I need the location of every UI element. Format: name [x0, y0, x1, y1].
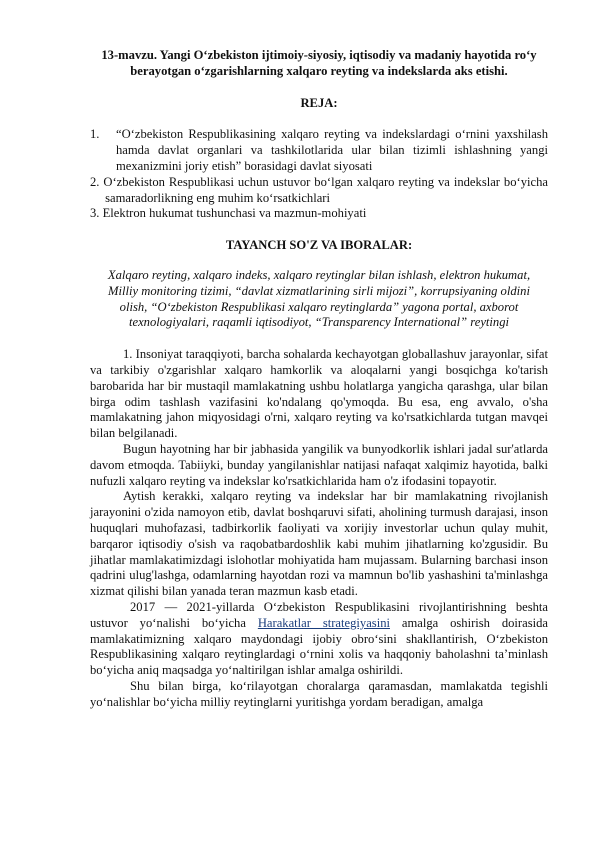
body-paragraph: Shu bilan birga, ko‘rilayotgan choralarga qaramasdan, mamlakatda tegishli yo‘nalishlar bo‘yicha milliy reytinglarni yuritishga yordam beradigan, amalga [90, 678, 548, 709]
body-paragraph: Bugun hayotning har bir jabhasida yangilik va bunyodkorlik ishlari jadal sur'atlarda davom etmoqda. Tabiiyki, bunday yangilanishlar natijasi nafaqat xalqimiz hayotida, balki nufuzli xalqaro reyting va indekslar ko'rsatkichlarida ham o'z ifodasini topayotir. [90, 441, 548, 488]
plan-item [90, 127, 548, 174]
paragraph-text: 2017 — 2021-yillarda O‘zbekiston Respublikasini rivojlantirishning beshta ustuvor yo‘nalishi bo‘yicha [90, 599, 548, 630]
document-page [90, 48, 548, 710]
keywords-text: Xalqaro reyting, xalqaro indeks, xalqaro reytinglar bilan ishlash, elektron hukumat, Milliy monitoring tizimi, “davlat xizmatlarining sirli mijozi”, korrupsiyaning oldini olish, “O‘zbekiston Respublikasi xalqaro reytinglarda” yagona portal, axborot texnologiyalari, raqamli iqtisodiyot, “Transparency International” reytingi [107, 267, 531, 330]
keywords-heading: TAYANCH SO'Z VA IBORALAR: [225, 238, 413, 253]
plan-item-number: 1. [90, 127, 100, 142]
plan-item-text: Elektron hukumat tushunchasi va mazmun-mohiyati [102, 206, 367, 221]
strategy-link[interactable]: Harakatlar strategiyasini [257, 615, 390, 630]
body-paragraph [90, 600, 548, 679]
plan-item-number: 3. [90, 206, 100, 221]
plan-item-number: 2. [90, 174, 100, 189]
body-paragraph: 1. Insoniyat taraqqiyoti, barcha sohalarda kechayotgan globallashuv jarayonlar, sifat va tarkibiy o'zgarishlar xalqaro hamkorlik va aloqalarni yangi bosqichga ko'tarish barobarida har bir mustaqil mamlakatning ushbu holatlarga yangicha qarashga, ular bilan birga odim tashlash vazifasini ko'ndalang qo'ymoqda. Bu esa, eng avvalo, o'sha mamlakatning jahon miqyosidagi o'rni, xalqaro reyting va ko'rsatkichlarda tutgan mavqei bilan belgilanadi. [90, 347, 548, 441]
plan-heading: REJA: [300, 95, 338, 110]
body-paragraph: Aytish kerakki, xalqaro reyting va indekslar har bir mamlakatning rivojlanish jarayonini o'zida namoyon etib, davlat boshqaruvi sifati, aholining turmush darajasi, inson huquqlari muhofazasi, tadbirkorlik faoliyati va xorijiy investorlar uchun qulay muhit, barqaror iqtisodiy o'sish va raqobatbardoshlik kabi muhim jihatlarning ko'zgusidir. Bu jihatlar mamlakatimizdagi islohotlar mohiyatida ham mujassam. Bularning barchasi inson qadrini ulug'lashga, odamlarning hayotdan rozi va mamnun bo'lib yashashini ta'minlashga xizmat qilishi bilan yanada teran mazmun kasb etadi. [90, 489, 548, 599]
paragraph-text: amalga oshirish doirasida mamlakatimizning xalqaro maydondagi ijobiy obro‘sini shakllantirish, O‘zbekiston Respublikasining xalqaro reytinglardagi o‘rnini xolis va haqqoniy baholashni ta’minlash bo‘yicha aniq maqsadga yo‘naltirilgan ishlar amalga oshirildi. [90, 615, 549, 678]
plan-item [90, 175, 548, 207]
document-title: 13-mavzu. Yangi O‘zbekiston ijtimoiy-siyosiy, iqtisodiy va madaniy hayotida ro‘y berayotgan o‘zgarishlarning xalqaro reyting va indekslarda aks etishi. [101, 48, 537, 78]
plan-item [90, 206, 548, 222]
plan-item-text: O‘zbekiston Respublikasi uchun ustuvor bo‘lgan xalqaro reyting va indekslar bo‘yicha samaradorlikning eng muhim ko‘rsatkichlari [103, 174, 548, 205]
plan-list [90, 127, 548, 222]
plan-item-text: “O‘zbekiston Respublikasining xalqaro reyting va indekslardagi o‘rnini yaxshilash hamda davlat organlari va tashkilotlarida ular bilan tizimli ishlashning yangi mexanizmini joriy etish” borasidagi davlat siyosati [116, 127, 548, 173]
